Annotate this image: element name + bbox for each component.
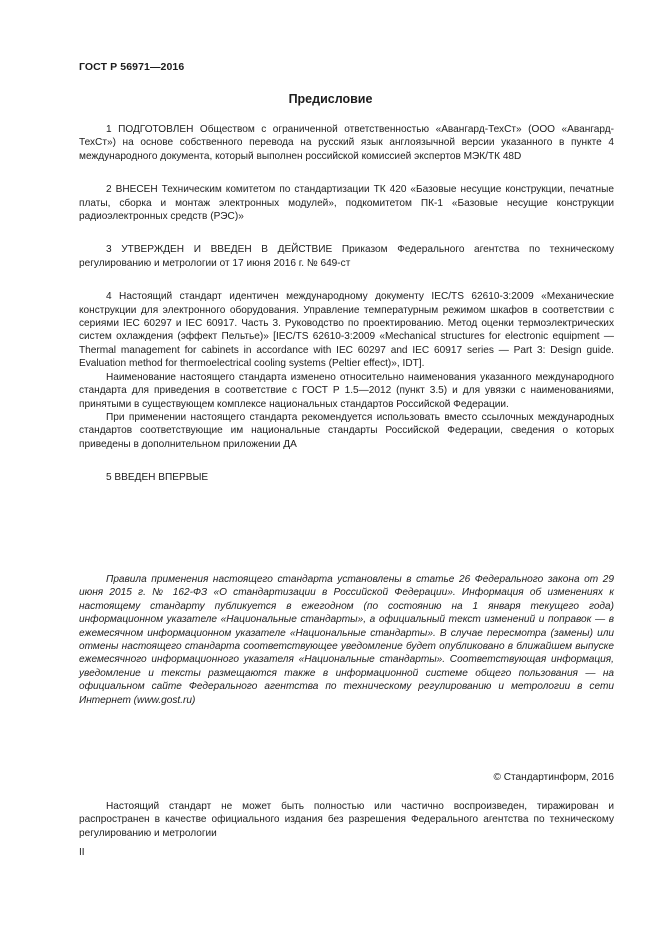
paragraph-approved: 3 УТВЕРЖДЕН И ВВЕДЕН В ДЕЙСТВИЕ Приказом Федерального агентства по техническому регулированию и метрологии от 17 июня 2016 г. № 649-ст: [79, 244, 614, 269]
paragraph-first-introduced: 5 ВВЕДЕН ВПЕРВЫЕ: [106, 472, 209, 484]
copyright: © Стандартинформ, 2016: [493, 772, 614, 783]
reproduction-notice: [79, 800, 614, 840]
paragraph-introduced: 2 ВНЕСЕН Техническим комитетом по стандартизации ТК 420 «Базовые несущие конструкции, печатные платы, сборка и монтаж электронных модулей», подкомитетом ПК-1 «Базовые несущие конструкции радиоэлектронных средств (РЭС)»: [79, 184, 614, 223]
paragraph-references: При применении настоящего стандарта рекомендуется использовать вместо ссылочных международных стандартов соответствующие им национальные стандарты Российской Федерации, сведения о которых приведены в дополнительном приложении ДА: [79, 411, 614, 450]
paragraph-identical: 4 Настоящий стандарт идентичен международному документу IEC/TS 62610-3:2009 «Механические конструкции для электронного оборудования. Управление температурным режимом шкафов в соответствии с сериями IEC 60297 и IEC 60917. Часть 3. Руководство по проектированию. Метод оценки термоэлектрических систем охлаждения (эффект Пельтье)» [IEC/TS 62610-3:2009 «Mechanical structures for electronic equipment — Thermal management for cabinets in accordance with IEC 60297 and IEC 60917 series — Part 3: Design guide. Evaluation method for thermoelectrical cooling systems (Peltier effect)», IDT].: [79, 291, 614, 370]
page-number: II: [79, 847, 85, 858]
standard-header: ГОСТ Р 56971—2016: [79, 61, 185, 73]
paragraph-prepared: 1 ПОДГОТОВЛЕН Обществом с ограниченной ответственностью «Авангард-ТехСт» (ООО «Авангард-ТехСт») на основе собственного перевода на русский язык англоязычной версии указанного в пункте 4 международного документа, который выполнен российской комиссией экспертов МЭК/ТК 48D: [79, 124, 614, 162]
page-title: Предисловие: [288, 92, 373, 106]
rules-notice: [79, 573, 614, 707]
notice-text: Правила применения настоящего стандарта установлены в статье 26 Федерального закона от 29 июня 2015 г. № 162-ФЗ «О стандартизации в Российской Федерации». Информация об изменениях к настоящему стандарту публикуется в ежегодном (по состоянию на 1 января текущего года) информационном указателе «Национальные стандарты», а официальный текст изменений и поправок — в ежемесячном информационном указателе «Национальные стандарты». В случае пересмотра (замены) или отмены настоящего стандарта соответствующее уведомление будет опубликовано в ближайшем выпуске ежемесячного информационного указателя «Национальные стандарты». Соответствующая информация, уведомление и тексты размещаются также в информационной системе общего пользования — на официальном сайте Федерального агентства по техническому регулированию и метрологии в сети Интернет (www.gost.ru): [79, 574, 614, 706]
preface-body: [79, 123, 614, 485]
footer-text: Настоящий стандарт не может быть полностью или частично воспроизведен, тиражирован и распространен в качестве официального издания без разрешения Федерального агентства по техническому регулированию и метрологии: [79, 801, 614, 839]
paragraph-name-changed: Наименование настоящего стандарта изменено относительно наименования указанного международного стандарта для приведения в соответствие с ГОСТ Р 1.5—2012 (пункт 3.5) и для увязки с наименованиями, принятыми в существующем комплексе национальных стандартов Российской Федерации.: [79, 371, 614, 410]
